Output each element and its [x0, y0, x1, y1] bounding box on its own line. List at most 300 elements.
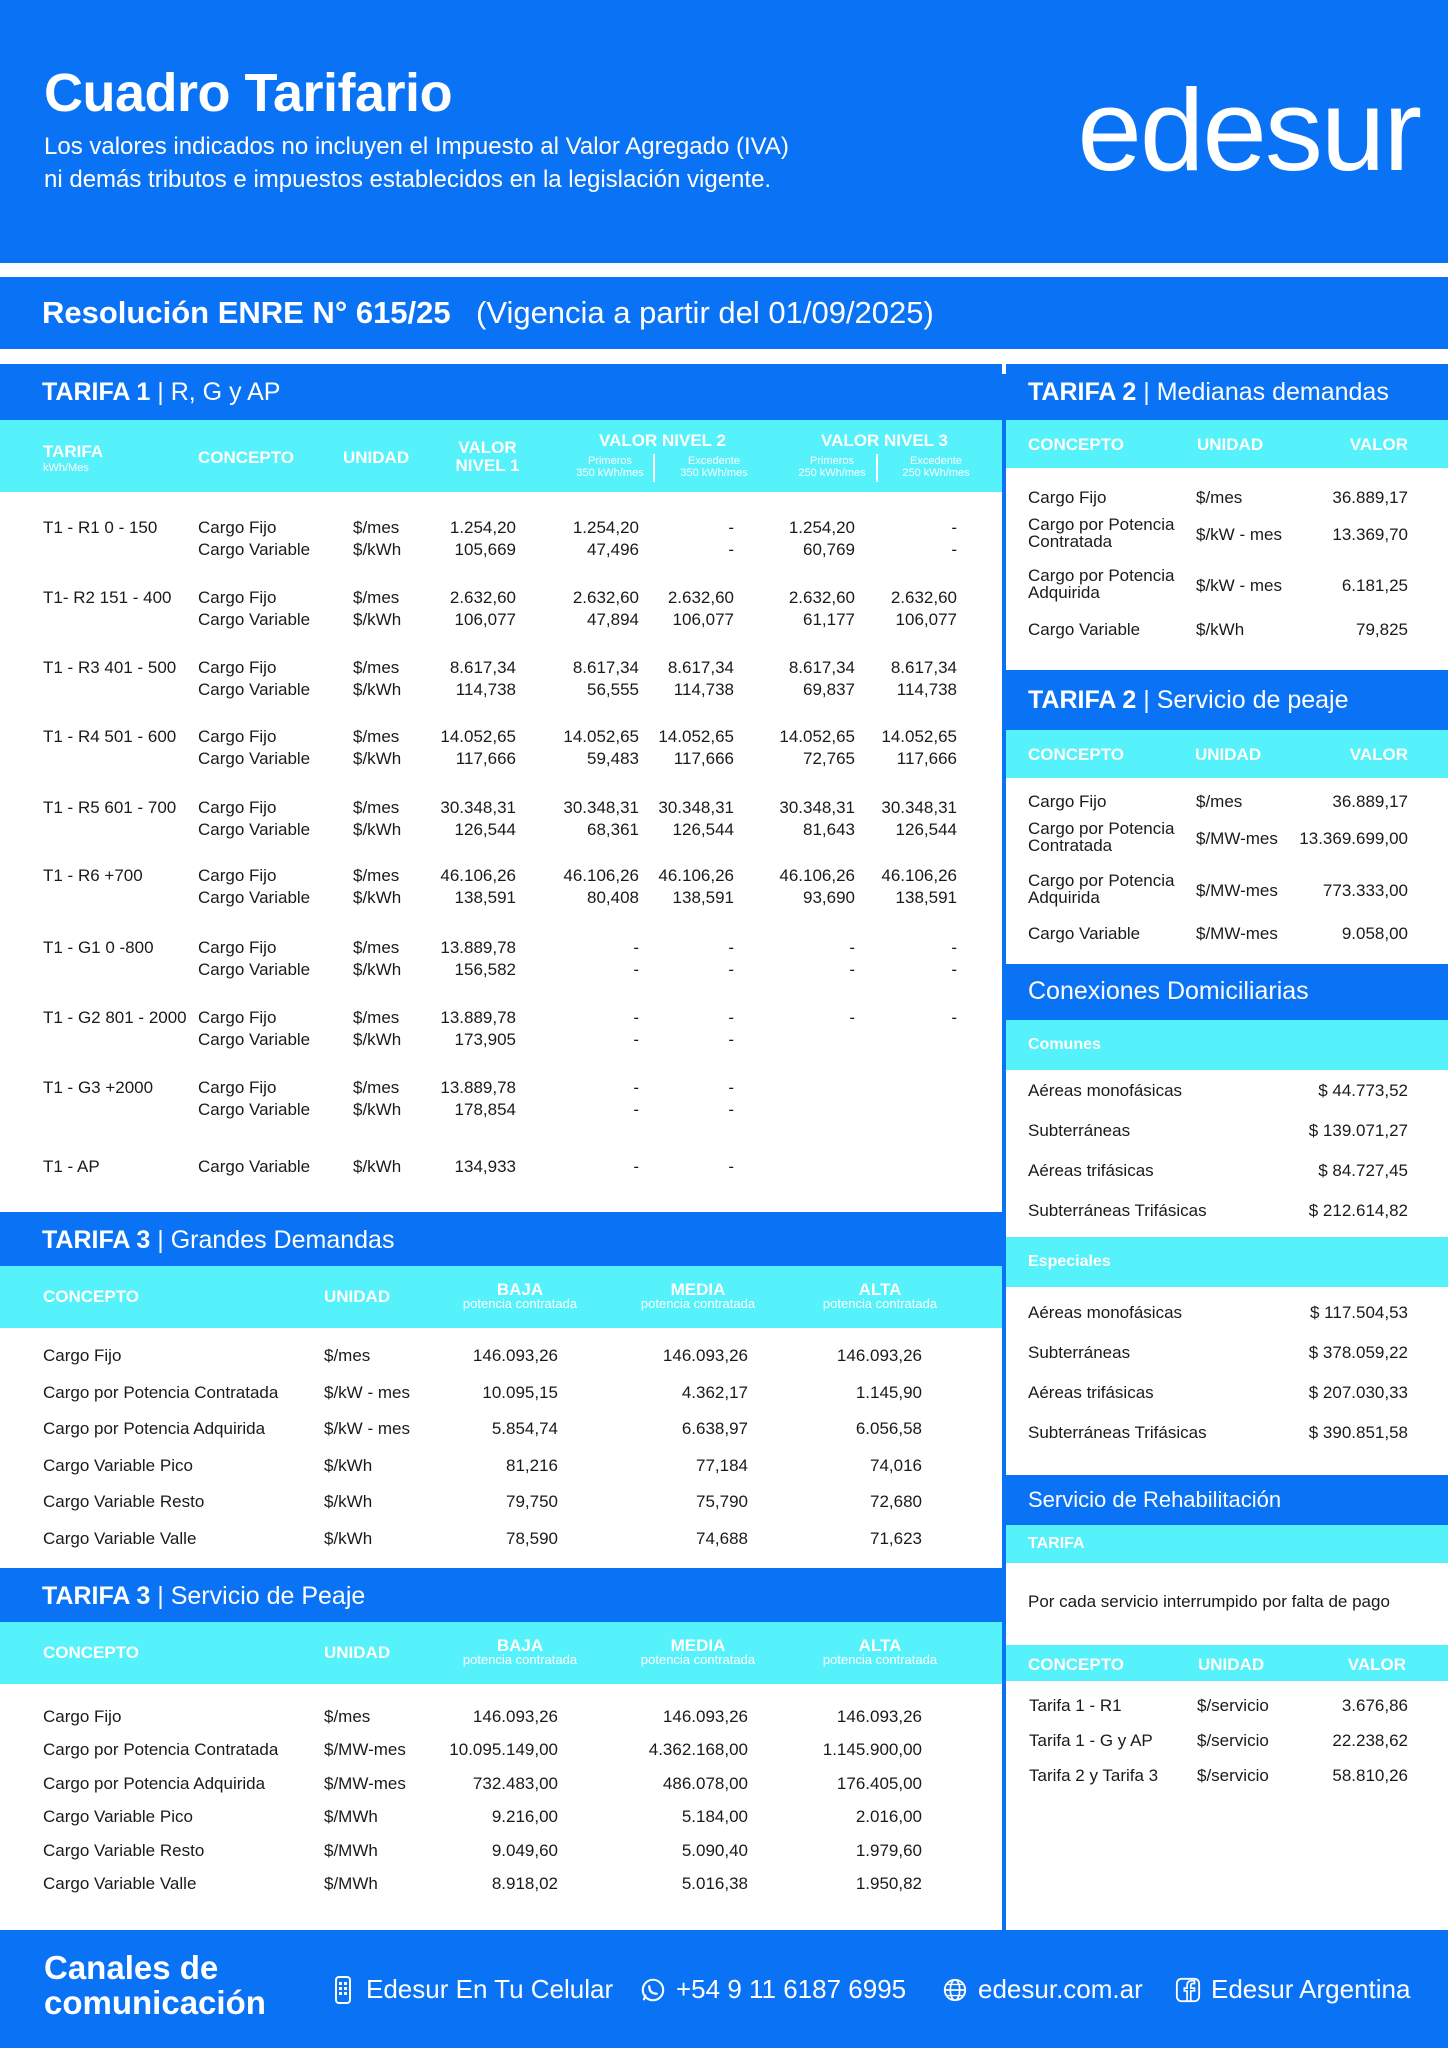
nivel2-primeros-cell: 47,894 [587, 610, 639, 629]
valor-nivel1-cell: 134,933 [454, 1157, 516, 1176]
concepto-cell: Cargo Fijo [1028, 488, 1107, 507]
t1-n3b-line2: 250 kWh/mes [902, 467, 970, 479]
concepto-cell: Cargo Variable [198, 960, 311, 979]
t1-col-valor-n1-b: NIVEL 1 [455, 456, 520, 475]
concepto-cell: Cargo Fijo [198, 866, 277, 885]
alta-cell: 176.405,00 [836, 1773, 922, 1793]
concepto-cell: Cargo Fijo [198, 798, 277, 817]
nivel2-primeros-cell: 47,496 [587, 540, 639, 559]
unidad-cell: $/kWh [353, 540, 402, 559]
nivel2-excedente-cell: - [728, 938, 734, 957]
nivel2-primeros-cell: - [633, 1100, 639, 1119]
t3sp-col-baja-sub: potencia contratada [462, 1652, 578, 1667]
baja-cell: 5.854,74 [491, 1419, 558, 1439]
t1-col-valor-n1-a: VALOR [458, 438, 517, 457]
alta-cell: 71,623 [870, 1529, 922, 1548]
rehab-description: Por cada servicio interrumpido por falta de pago [1028, 1592, 1390, 1611]
media-cell: 146.093,26 [662, 1346, 748, 1365]
t3gd-col-media: MEDIA [670, 1280, 726, 1299]
concepto-cell: Tarifa 1 - R1 [1029, 1696, 1122, 1715]
alta-cell: 146.093,26 [836, 1707, 922, 1726]
t2md-col-valor: VALOR [1349, 435, 1408, 454]
media-cell: 74,688 [696, 1529, 748, 1548]
valor-cell: 58.810,26 [1332, 1766, 1408, 1785]
concepto-cell: Cargo por Potencia Adquirida [43, 1419, 266, 1439]
unidad-cell: $/kWh [353, 820, 402, 839]
concepto-cell-line2: Contratada [1028, 532, 1113, 551]
t2md-title-rest: | Medianas demandas [1136, 378, 1389, 406]
nivel3-primeros-cell: 93,690 [803, 888, 855, 907]
concepto-cell: Tarifa 2 y Tarifa 3 [1029, 1766, 1159, 1785]
nivel2-primeros-cell: 14.052,65 [563, 727, 639, 746]
unidad-cell: $/MW-mes [1196, 881, 1278, 900]
nivel2-excedente-cell: - [728, 540, 734, 559]
valor-nivel1-cell: 117,666 [455, 749, 516, 768]
nivel3-primeros-cell: 2.632,60 [788, 588, 855, 607]
conexiones-section-title [1006, 964, 1448, 1020]
t1-col-tarifa-sub: kWh/Mes [43, 462, 89, 474]
media-cell: 5.090,40 [681, 1840, 748, 1860]
nivel2-primeros-cell: 56,555 [587, 680, 639, 699]
concepto-cell: Cargo Variable [198, 540, 311, 559]
alta-cell: 74,016 [870, 1455, 922, 1475]
valor-nivel1-cell: 13.889,78 [440, 1078, 516, 1097]
channel-web[interactable] [942, 1974, 1143, 2005]
unidad-cell: $/kWh [353, 1100, 402, 1119]
conexion-valor: $ 212.614,82 [1308, 1201, 1408, 1220]
conexion-tipo: Aéreas monofásicas [1028, 1303, 1183, 1322]
t2sp-title-rest: | Servicio de peaje [1136, 686, 1349, 714]
nivel3-excedente-cell: - [951, 1008, 957, 1027]
t3sp-col-alta: ALTA [858, 1636, 902, 1655]
unidad-cell: $/MW-mes [324, 1740, 406, 1760]
tarifa-code: T1 - R1 0 - 150 [43, 518, 158, 537]
nivel2-excedente-cell: - [728, 1078, 734, 1097]
whatsapp-icon [640, 1976, 666, 2004]
tarifa-code: T1 - R3 401 - 500 [43, 658, 177, 677]
nivel2-excedente-cell: 114,738 [673, 680, 734, 699]
valor-nivel1-cell: 105,669 [454, 540, 516, 559]
conexiones-comunes-label: Comunes [1028, 1036, 1101, 1053]
nivel2-primeros-cell: - [633, 960, 639, 979]
nivel3-primeros-cell: - [849, 1008, 855, 1027]
conexion-valor: $ 378.059,22 [1308, 1343, 1408, 1362]
valor-nivel1-cell: 114,738 [455, 680, 516, 699]
valor-cell: 6.181,25 [1341, 576, 1408, 595]
valor-nivel1-cell: 1.254,20 [449, 518, 516, 537]
t3sp-table-header [0, 1622, 1002, 1684]
t3gd-title-bold: TARIFA 3 [42, 1226, 151, 1254]
tarifa-code: T1 - R4 501 - 600 [43, 727, 177, 746]
page-subtitle [44, 130, 944, 196]
valor-nivel1-cell: 156,582 [454, 960, 516, 979]
channel-facebook[interactable] [1175, 1974, 1410, 2005]
concepto-cell: Cargo Fijo [198, 588, 277, 607]
nivel2-excedente-cell: 14.052,65 [658, 727, 734, 746]
t1-col-n3-primeros [782, 455, 882, 479]
unidad-cell: $/mes [353, 658, 400, 677]
valor-nivel1-cell: 178,854 [454, 1100, 516, 1119]
nivel2-excedente-cell: 138,591 [672, 888, 734, 907]
conexion-tipo: Subterráneas [1028, 1343, 1131, 1362]
subtitle-line-1: Los valores indicados no incluyen el Impuesto al Valor Agregado (IVA) [44, 133, 789, 160]
baja-cell: 9.049,60 [491, 1840, 558, 1860]
unidad-cell: $/MWh [324, 1807, 378, 1827]
nivel3-excedente-cell: 2.632,60 [890, 588, 957, 607]
channel-whatsapp[interactable] [640, 1974, 906, 2005]
valor-nivel1-cell: 106,077 [454, 610, 516, 629]
concepto-cell: Cargo Variable Valle [43, 1874, 197, 1893]
conexiones-especiales-header [1006, 1237, 1448, 1287]
nivel2-excedente-cell: 46.106,26 [658, 866, 734, 885]
concepto-cell: Cargo Variable [198, 1030, 311, 1049]
tarifa-code: T1 - R6 +700 [43, 866, 143, 885]
nivel3-primeros-cell: 69,837 [803, 680, 855, 699]
nivel2-excedente-cell: 106,077 [672, 610, 734, 629]
t2sp-section-title [1006, 670, 1448, 730]
concepto-cell: Cargo Fijo [198, 938, 277, 957]
nivel2-excedente-cell: - [728, 960, 734, 979]
valor-cell: 13.369.699,00 [1299, 829, 1408, 848]
unidad-cell: $/mes [353, 866, 400, 885]
rehab-tarifa-label: TARIFA [1028, 1535, 1085, 1552]
unidad-cell: $/mes [1196, 792, 1243, 811]
unidad-cell: $/mes [353, 727, 400, 746]
t1-col-concepto: CONCEPTO [198, 448, 295, 467]
t3gd-section-title [0, 1212, 1002, 1268]
nivel3-primeros-cell: - [849, 938, 855, 957]
conexion-valor: $ 44.773,52 [1318, 1081, 1408, 1100]
tarifa-code: T1 - AP [43, 1157, 100, 1176]
t3gd-table-header [0, 1266, 1002, 1328]
t3sp-title-rest: | Servicio de Peaje [150, 1582, 366, 1610]
concepto-cell: Cargo por Potencia [1028, 819, 1175, 838]
concepto-cell: Cargo Variable [198, 610, 311, 629]
t1-n2a-line2: 350 kWh/mes [576, 467, 644, 479]
unidad-cell: $/kWh [353, 749, 402, 768]
t1-n2a-line1: Primeros [587, 455, 632, 467]
conexion-tipo: Aéreas monofásicas [1028, 1081, 1183, 1100]
baja-cell: 146.093,26 [472, 1707, 558, 1726]
t1-title-rest: | R, G y AP [150, 378, 281, 406]
footer-title-line-1: Canales de [44, 1949, 219, 1986]
valor-nivel1-cell: 13.889,78 [440, 938, 516, 957]
alta-cell: 1.979,60 [855, 1840, 922, 1860]
channel-app-label: Edesur En Tu Celular [366, 1974, 614, 2004]
conexion-tipo: Aéreas trifásicas [1028, 1383, 1154, 1402]
nivel3-primeros-cell: 72,765 [803, 749, 855, 768]
concepto-cell: Cargo Variable Valle [43, 1529, 197, 1548]
t2md-col-unidad: UNIDAD [1197, 435, 1264, 454]
conexiones-especiales-label: Especiales [1028, 1253, 1111, 1270]
unidad-cell: $/MWh [324, 1840, 378, 1860]
t3sp-col-concepto: CONCEPTO [43, 1643, 140, 1662]
edesur-logo: edesur [1077, 65, 1420, 195]
unidad-cell: $/kWh [353, 960, 402, 979]
nivel2-primeros-cell: - [633, 1008, 639, 1027]
t1-col-nivel3: VALOR NIVEL 3 [821, 431, 948, 450]
subtitle-line-2: ni demás tributos e impuestos establecidos en la legislación vigente. [44, 166, 772, 193]
rehab-col-unidad: UNIDAD [1198, 1655, 1265, 1674]
t1-n2b-line2: 350 kWh/mes [680, 467, 748, 479]
resolution-banner [0, 277, 1448, 349]
media-cell: 4.362.168,00 [648, 1740, 748, 1760]
nivel2-excedente-cell: 2.632,60 [667, 588, 734, 607]
t3gd-col-media-sub: potencia contratada [640, 1296, 756, 1311]
valor-nivel1-cell: 46.106,26 [440, 866, 516, 885]
unidad-cell: $/kWh [353, 1157, 402, 1176]
valor-cell: 22.238,62 [1332, 1731, 1408, 1750]
unidad-cell: $/MW-mes [324, 1773, 406, 1793]
t2sp-col-concepto: CONCEPTO [1028, 745, 1125, 764]
nivel2-primeros-cell: 1.254,20 [572, 518, 639, 537]
nivel3-primeros-cell: 61,177 [803, 610, 855, 629]
unidad-cell: $/kWh [1196, 620, 1245, 639]
media-cell: 4.362,17 [681, 1382, 748, 1402]
unidad-cell: $/kWh [324, 1455, 373, 1475]
rehab-col-concepto: CONCEPTO [1028, 1655, 1125, 1674]
conexion-tipo: Subterráneas Trifásicas [1028, 1423, 1207, 1442]
unidad-cell: $/kW - mes [324, 1419, 410, 1439]
rehab-table-header [1006, 1645, 1448, 1681]
unidad-cell: $/kWh [353, 888, 402, 907]
footer [0, 1930, 1448, 2048]
concepto-cell: Cargo Variable Pico [43, 1455, 193, 1475]
t2md-section-title [1006, 364, 1448, 420]
valor-cell: 36.889,17 [1332, 792, 1408, 811]
unidad-cell: $/kW - mes [1196, 525, 1282, 544]
nivel3-excedente-cell: 138,591 [895, 888, 957, 907]
conexion-valor: $ 139.071,27 [1308, 1121, 1408, 1140]
media-cell: 5.016,38 [681, 1874, 748, 1893]
tarifa-code: T1 - R5 601 - 700 [43, 798, 177, 817]
nivel3-primeros-cell: - [849, 960, 855, 979]
concepto-cell: Cargo Fijo [198, 518, 277, 537]
baja-cell: 146.093,26 [472, 1346, 558, 1365]
t3gd-col-baja: BAJA [496, 1280, 544, 1299]
t2sp-col-valor: VALOR [1349, 745, 1408, 764]
facebook-icon [1175, 1976, 1201, 2004]
t1-n3b-line1: Excedente [910, 455, 962, 467]
media-cell: 486.078,00 [662, 1773, 748, 1793]
t3gd-col-unidad: UNIDAD [324, 1287, 391, 1306]
nivel2-excedente-cell: - [728, 518, 734, 537]
concepto-cell: Cargo Variable Resto [43, 1492, 205, 1512]
valor-nivel1-cell: 13.889,78 [440, 1008, 516, 1027]
t3gd-title-rest: | Grandes Demandas [150, 1226, 395, 1254]
unidad-cell: $/mes [353, 1008, 400, 1027]
nivel3-primeros-cell: 14.052,65 [779, 727, 855, 746]
unidad-cell: $/kWh [324, 1529, 373, 1548]
conexiones-title: Conexiones Domiciliarias [1028, 977, 1309, 1005]
nivel2-primeros-cell: 68,361 [587, 820, 639, 839]
concepto-cell: Cargo Fijo [198, 658, 277, 677]
valor-nivel1-cell: 2.632,60 [449, 588, 516, 607]
baja-cell: 81,216 [506, 1455, 558, 1475]
concepto-cell: Cargo por Potencia [1028, 515, 1175, 534]
concepto-cell: Cargo Fijo [43, 1346, 122, 1365]
t1-n3a-line1: Primeros [809, 455, 854, 467]
t1-title-bold: TARIFA 1 [42, 378, 151, 406]
concepto-cell: Cargo por Potencia Contratada [43, 1382, 279, 1402]
concepto-cell: Cargo Variable [1028, 924, 1141, 943]
baja-cell: 9.216,00 [491, 1807, 558, 1827]
nivel3-primeros-cell: 60,769 [803, 540, 855, 559]
nivel2-excedente-cell: 30.348,31 [658, 798, 734, 817]
concepto-cell: Cargo Variable Resto [43, 1840, 205, 1860]
alta-cell: 1.145.900,00 [822, 1740, 922, 1760]
t1-col-tarifa: TARIFA [43, 442, 104, 461]
nivel3-excedente-cell: 117,666 [896, 749, 957, 768]
concepto-cell: Cargo Fijo [198, 1008, 277, 1027]
valor-nivel1-cell: 30.348,31 [440, 798, 516, 817]
concepto-cell: Cargo Variable [198, 1100, 311, 1119]
nivel3-primeros-cell: 30.348,31 [779, 798, 855, 817]
nivel2-primeros-cell: - [633, 1078, 639, 1097]
unidad-cell: $/mes [353, 588, 400, 607]
t3gd-col-concepto: CONCEPTO [43, 1287, 140, 1306]
conexion-valor: $ 117.504,53 [1310, 1303, 1408, 1322]
nivel3-excedente-cell: - [951, 518, 957, 537]
t3sp-col-media-sub: potencia contratada [640, 1652, 756, 1667]
valor-nivel1-cell: 8.617,34 [449, 658, 516, 677]
nivel3-primeros-cell: 46.106,26 [779, 866, 855, 885]
alta-cell: 6.056,58 [855, 1419, 922, 1439]
valor-cell: 773.333,00 [1322, 881, 1408, 900]
unidad-cell: $/mes [353, 938, 400, 957]
column-divider [1002, 374, 1006, 1930]
media-cell: 6.638,97 [681, 1419, 748, 1439]
page-header [0, 0, 1448, 263]
concepto-cell: Cargo Fijo [198, 727, 277, 746]
nivel2-primeros-cell: 2.632,60 [572, 588, 639, 607]
nivel3-primeros-cell: 8.617,34 [788, 658, 855, 677]
t2sp-table-header [1006, 730, 1448, 778]
unidad-cell: $/kW - mes [1196, 576, 1282, 595]
alta-cell: 146.093,26 [836, 1346, 922, 1365]
footer-title-line-2: comunicación [44, 1984, 266, 2021]
conexiones-comunes-header [1006, 1020, 1448, 1070]
concepto-cell: Cargo por Potencia [1028, 566, 1175, 585]
t1-col-n2-excedente [664, 455, 764, 479]
t3sp-title-bold: TARIFA 3 [42, 1582, 151, 1610]
unidad-cell: $/MW-mes [1196, 829, 1278, 848]
baja-cell: 10.095.149,00 [449, 1740, 558, 1760]
tarifa-code: T1- R2 151 - 400 [43, 588, 172, 607]
nivel3-excedente-cell: - [951, 540, 957, 559]
nivel2-primeros-cell: 46.106,26 [563, 866, 639, 885]
concepto-cell: Cargo Fijo [43, 1707, 122, 1726]
t3gd-col-alta-sub: potencia contratada [822, 1296, 938, 1311]
tarifa-code: T1 - G3 +2000 [43, 1078, 154, 1097]
unidad-cell: $/mes [353, 518, 400, 537]
concepto-cell: Cargo por Potencia [1028, 871, 1175, 890]
conexion-tipo: Subterráneas Trifásicas [1028, 1201, 1207, 1220]
valor-nivel1-cell: 14.052,65 [440, 727, 516, 746]
unidad-cell: $/MW-mes [1196, 924, 1278, 943]
media-cell: 5.184,00 [681, 1807, 748, 1827]
rehab-col-valor: VALOR [1347, 1655, 1406, 1674]
concepto-cell: Cargo Variable [198, 680, 311, 699]
baja-cell: 8.918,02 [491, 1874, 558, 1893]
nivel2-excedente-cell: - [728, 1008, 734, 1027]
t1-table-header [0, 420, 1002, 492]
conexion-valor: $ 84.727,45 [1318, 1161, 1408, 1180]
t1-nivel3-divider [876, 454, 878, 482]
t1-col-nivel2: VALOR NIVEL 2 [599, 431, 726, 450]
alta-cell: 1.145,90 [855, 1382, 922, 1402]
concepto-cell: Cargo Variable [198, 820, 311, 839]
tarifa-code: T1 - G1 0 -800 [43, 938, 154, 957]
t3sp-col-alta-sub: potencia contratada [822, 1652, 938, 1667]
phone-icon [330, 1976, 356, 2004]
nivel3-excedente-cell: 126,544 [895, 820, 957, 839]
unidad-cell: $/mes [353, 1078, 400, 1097]
t3sp-col-media: MEDIA [670, 1636, 726, 1655]
nivel3-excedente-cell: 30.348,31 [881, 798, 957, 817]
nivel2-excedente-cell: 126,544 [672, 820, 734, 839]
concepto-cell: Cargo por Potencia Adquirida [43, 1773, 266, 1793]
unidad-cell: $/mes [353, 798, 400, 817]
t1-col-unidad: UNIDAD [343, 448, 410, 467]
concepto-cell-line2: Adquirida [1028, 583, 1100, 602]
footer-title [44, 1950, 266, 2020]
nivel2-primeros-cell: 8.617,34 [572, 658, 639, 677]
alta-cell: 2.016,00 [855, 1807, 922, 1827]
t3sp-col-baja: BAJA [496, 1636, 544, 1655]
nivel3-excedente-cell: 46.106,26 [881, 866, 957, 885]
nivel3-excedente-cell: 8.617,34 [890, 658, 957, 677]
rehab-title: Servicio de Rehabilitación [1028, 1487, 1282, 1512]
t1-n2b-line1: Excedente [688, 455, 740, 467]
conexion-valor: $ 207.030,33 [1308, 1383, 1408, 1402]
unidad-cell: $/mes [1196, 488, 1243, 507]
page-title: Cuadro Tarifario [44, 63, 453, 123]
valor-cell: 3.676,86 [1341, 1696, 1408, 1715]
channel-whatsapp-label: +54 9 11 6187 6995 [676, 1974, 907, 2004]
concepto-cell-line2: Contratada [1028, 836, 1113, 855]
channel-app[interactable] [330, 1974, 613, 2005]
t2sp-title-bold: TARIFA 2 [1028, 686, 1137, 714]
channel-web-label: edesur.com.ar [978, 1974, 1143, 2004]
tarifa-code: T1 - G2 801 - 2000 [43, 1008, 187, 1027]
conexion-valor: $ 390.851,58 [1308, 1423, 1408, 1442]
t1-nivel2-divider [653, 454, 655, 482]
nivel3-excedente-cell: - [951, 960, 957, 979]
nivel2-primeros-cell: - [633, 1157, 639, 1176]
t3gd-col-baja-sub: potencia contratada [462, 1296, 578, 1311]
alta-cell: 1.950,82 [855, 1874, 922, 1893]
valor-nivel1-cell: 138,591 [454, 888, 516, 907]
conexion-tipo: Aéreas trifásicas [1028, 1161, 1154, 1180]
nivel3-excedente-cell: 114,738 [896, 680, 957, 699]
nivel2-primeros-cell: - [633, 1030, 639, 1049]
rehab-tarifa-header [1006, 1525, 1448, 1563]
unidad-cell: $/servicio [1197, 1731, 1269, 1750]
resolution-title: Resolución ENRE N° 615/25 [42, 295, 451, 330]
nivel2-excedente-cell: 117,666 [673, 749, 734, 768]
concepto-cell: Cargo Variable [198, 1157, 311, 1176]
unidad-cell: $/mes [324, 1346, 371, 1365]
media-cell: 77,184 [696, 1455, 748, 1475]
concepto-cell: Cargo Variable [198, 749, 311, 768]
concepto-cell: Cargo Fijo [198, 1078, 277, 1097]
unidad-cell: $/kWh [324, 1492, 373, 1512]
alta-cell: 72,680 [870, 1492, 922, 1512]
valor-nivel1-cell: 173,905 [454, 1030, 516, 1049]
t2sp-col-unidad: UNIDAD [1195, 745, 1262, 764]
concepto-cell: Cargo Variable Pico [43, 1807, 193, 1827]
